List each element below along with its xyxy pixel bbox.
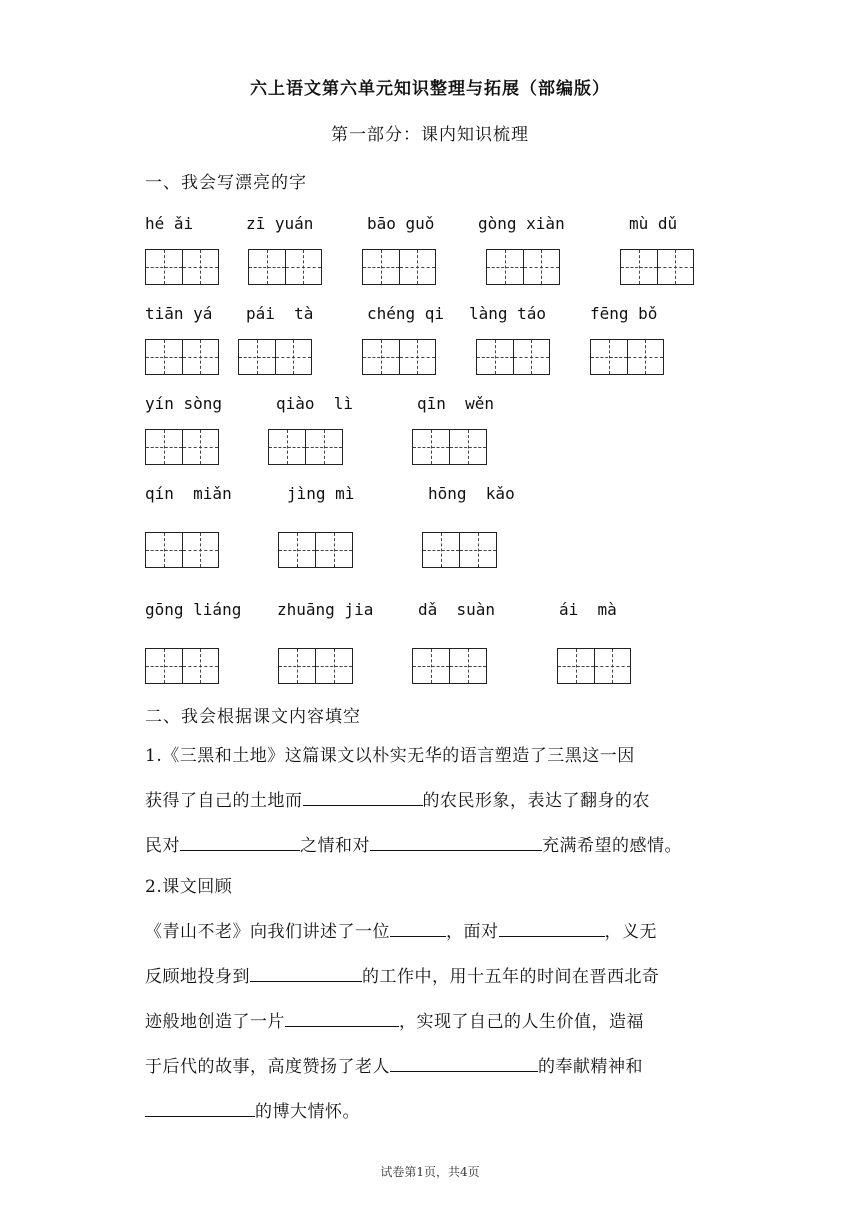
q2-line-5b: 的博大情怀。 <box>255 1102 360 1122</box>
section-1-heading: 一、我会写漂亮的字 <box>145 173 307 193</box>
pinyin-label: zhuāng jia <box>277 600 374 619</box>
tianzige-box[interactable] <box>145 648 219 684</box>
q2-blank-2[interactable] <box>499 918 605 937</box>
q1-line-3a: 民对 <box>145 836 180 856</box>
pinyin-label: chéng qi <box>367 304 445 323</box>
q2-line-4b: 的奉献精神和 <box>538 1057 643 1077</box>
q1-line-3b: 之情和对 <box>300 836 370 856</box>
pinyin-label: bāo guǒ <box>367 214 435 233</box>
question-2 <box>145 865 725 1135</box>
tianzige-box[interactable] <box>486 249 560 285</box>
pinyin-label: qiào lì <box>276 394 354 413</box>
q2-line-1b: ，面对 <box>446 922 499 942</box>
pinyin-label: mù dǔ <box>629 214 678 233</box>
q2-blank-5[interactable] <box>390 1053 538 1072</box>
tianzige-box[interactable] <box>248 249 322 285</box>
pinyin-label: pái tà <box>246 304 314 323</box>
section-2-heading: 二、我会根据课文内容填空 <box>145 707 361 727</box>
q2-line-3a: 迹般地创造了一片 <box>145 1012 285 1032</box>
pinyin-label: ái mà <box>559 600 617 619</box>
q2-line-2a: 反顾地投身到 <box>145 967 250 987</box>
q1-line-3c: 充满希望的感情。 <box>542 836 682 856</box>
tianzige-box[interactable] <box>557 648 631 684</box>
question-1 <box>145 734 725 869</box>
tianzige-box[interactable] <box>145 532 219 568</box>
pinyin-label: hé ǎi <box>145 214 194 233</box>
q1-line-2a: 获得了自己的土地而 <box>145 791 303 811</box>
q2-blank-1[interactable] <box>390 918 446 937</box>
part-subtitle: 第一部分：课内知识梳理 <box>331 125 529 145</box>
q1-blank-1[interactable] <box>303 787 423 806</box>
tianzige-box[interactable] <box>412 429 487 465</box>
q2-line-3b: ，实现了自己的人生价值，造福 <box>399 1012 644 1032</box>
q1-blank-3[interactable] <box>370 832 542 851</box>
tianzige-box[interactable] <box>422 532 497 568</box>
tianzige-box[interactable] <box>268 429 343 465</box>
q2-blank-4[interactable] <box>285 1008 399 1027</box>
q2-line-1a: 《青山不老》向我们讲述了一位 <box>145 922 390 942</box>
tianzige-box[interactable] <box>145 339 219 375</box>
pinyin-label: fēng bǒ <box>590 304 658 323</box>
tianzige-box[interactable] <box>238 339 312 375</box>
tianzige-box[interactable] <box>620 249 694 285</box>
document-title: 六上语文第六单元知识整理与拓展（部编版） <box>250 79 610 99</box>
tianzige-box[interactable] <box>362 339 436 375</box>
q1-line-1: 1.《三黑和土地》这篇课文以朴实无华的语言塑造了三黑这一因 <box>145 746 635 766</box>
pinyin-label: yín sòng <box>145 394 223 413</box>
tianzige-box[interactable] <box>476 339 550 375</box>
q1-line-2b: 的农民形象，表达了翻身的农 <box>422 791 650 811</box>
q2-heading: 2.课文回顾 <box>145 877 233 897</box>
pinyin-label: làng táo <box>469 304 547 323</box>
pinyin-label: gōng liáng <box>145 600 242 619</box>
pinyin-label: hōng kǎo <box>428 484 515 503</box>
q2-line-2b: 的工作中，用十五年的时间在晋西北奇 <box>362 967 660 987</box>
tianzige-box[interactable] <box>590 339 664 375</box>
pinyin-label: dǎ suàn <box>418 600 496 619</box>
pinyin-label: qīn wěn <box>417 394 495 413</box>
pinyin-label: gòng xiàn <box>478 214 565 233</box>
tianzige-box[interactable] <box>412 648 487 684</box>
pinyin-label: zī yuán <box>246 214 314 233</box>
tianzige-box[interactable] <box>362 249 436 285</box>
tianzige-box[interactable] <box>278 532 353 568</box>
q2-blank-3[interactable] <box>250 963 362 982</box>
pinyin-label: tiān yá <box>145 304 213 323</box>
q2-line-4a: 于后代的故事，高度赞扬了老人 <box>145 1057 390 1077</box>
q1-blank-2[interactable] <box>180 832 300 851</box>
page-footer: 试卷第1页，共4页 <box>380 1165 480 1179</box>
pinyin-label: jìng mì <box>287 484 355 503</box>
q2-blank-6[interactable] <box>145 1098 255 1117</box>
q2-line-1c: ，义无 <box>604 922 657 942</box>
tianzige-box[interactable] <box>278 648 353 684</box>
tianzige-box[interactable] <box>145 249 219 285</box>
tianzige-box[interactable] <box>145 429 219 465</box>
pinyin-label: qín miǎn <box>145 484 232 503</box>
